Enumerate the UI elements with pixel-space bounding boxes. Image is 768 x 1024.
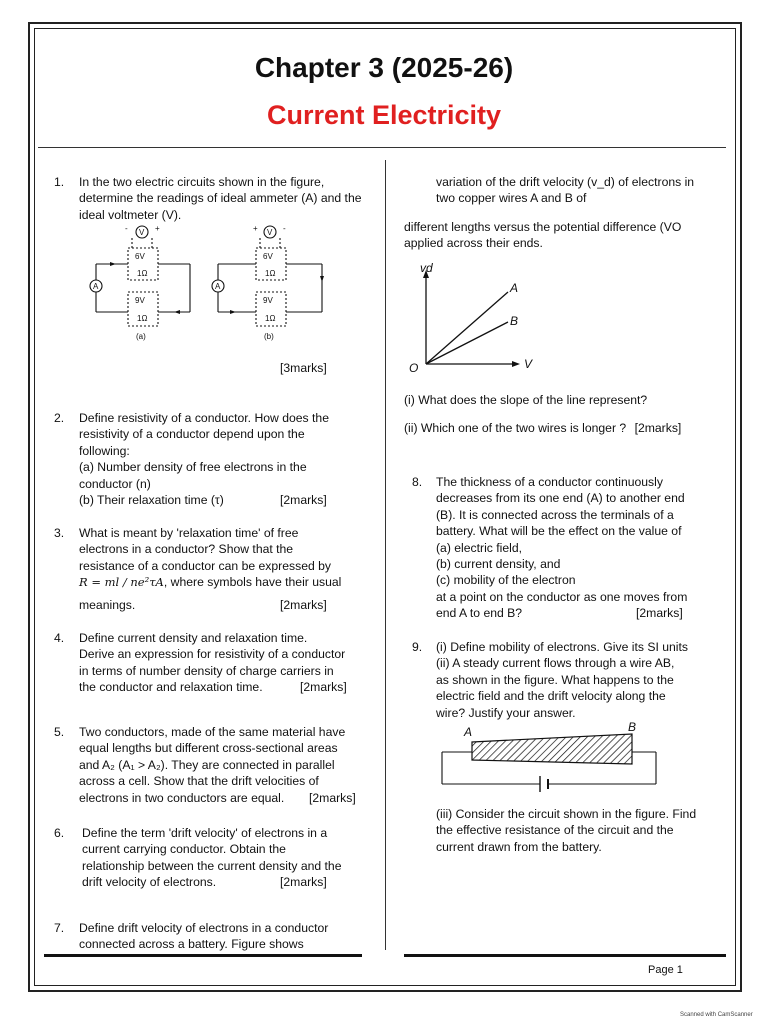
q9-number: 9. bbox=[412, 640, 423, 654]
page-subtitle: Current Electricity bbox=[266, 100, 502, 130]
q7-subquestion-1: (i) What does the slope of the line represent? bbox=[404, 393, 648, 407]
q1-cell2-b: 9V bbox=[263, 296, 273, 305]
q5-line: Two conductors, made of the same material have bbox=[79, 725, 346, 739]
q2-line: (b) Their relaxation time (τ) bbox=[79, 493, 224, 508]
q4-marks: [2marks] bbox=[300, 680, 347, 695]
q2-line: Define resistivity of a conductor. How does the bbox=[79, 411, 329, 425]
q5-text bbox=[79, 724, 379, 806]
q3-marks: [2marks] bbox=[280, 598, 327, 613]
column-divider bbox=[385, 160, 386, 950]
q7-line: applied across their ends. bbox=[404, 236, 543, 251]
q3-formula: R = ml / ne²τA bbox=[79, 575, 164, 590]
q3-line: meanings. bbox=[79, 598, 136, 613]
q1-cell1-b: 6V bbox=[263, 252, 273, 261]
q1-plus-b: + bbox=[253, 224, 258, 233]
q9-line: as shown in the figure. What happens to the bbox=[436, 672, 674, 687]
q9-line: (i) Define mobility of electrons. Give its SI units bbox=[436, 640, 688, 654]
right-bottom-rule bbox=[404, 954, 726, 957]
q8-line: end A to end B? bbox=[436, 606, 523, 621]
q5-line: equal lengths but different cross-sectional areas bbox=[79, 741, 338, 756]
q8-line: The thickness of a conductor continuously bbox=[436, 475, 663, 489]
q4-line: Define current density and relaxation time. bbox=[79, 631, 308, 645]
scanner-watermark: Scanned with CamScanner bbox=[680, 1012, 753, 1018]
q1-cell1-a: 6V bbox=[135, 252, 145, 261]
q1-caption-a: (a) bbox=[136, 332, 146, 341]
q7-continued-text bbox=[436, 174, 726, 207]
q3-line: electrons in a conductor? Show that the bbox=[79, 542, 294, 557]
q5-line: and A₂ (A₁ > A₂). They are connected in parallel bbox=[79, 757, 335, 772]
q2-line: following: bbox=[79, 443, 130, 458]
q9-line: the effective resistance of the circuit and the bbox=[436, 823, 674, 838]
q8-line: (c) mobility of the electron bbox=[436, 573, 576, 588]
q9-line: (iii) Consider the circuit shown in the figure. Find bbox=[436, 807, 697, 821]
q4-line: Derive an expression for resistivity of a conductor bbox=[79, 647, 346, 662]
q6-line: Define the term 'drift velocity' of electrons in a bbox=[82, 826, 328, 840]
q7-graph-line-b: B bbox=[510, 314, 519, 328]
q9-line: (ii) A steady current flows through a wire AB, bbox=[436, 656, 675, 671]
q1-minus-b: - bbox=[283, 224, 286, 233]
q6-line: current carrying conductor. Obtain the bbox=[82, 842, 286, 857]
q1-text: In the two electric circuits shown in the figure, determine the readings of ideal ammeter (A) and the ideal voltmeter (V). bbox=[79, 175, 362, 222]
q7-line: two copper wires A and B of bbox=[436, 191, 587, 206]
q2-marks: [2marks] bbox=[280, 493, 327, 508]
q8-line: (b) current density, and bbox=[436, 557, 561, 572]
q7-line: (ii) Which one of the two wires is longer ? bbox=[404, 421, 627, 435]
q5-line: across a cell. Show that the drift velocities of bbox=[79, 774, 319, 789]
q8-line: (B). It is connected across the terminals of a bbox=[436, 507, 674, 522]
q9-end-b-label: B bbox=[628, 720, 637, 734]
q4-number: 4. bbox=[54, 631, 65, 645]
q8-text bbox=[436, 474, 726, 622]
q9-line: current drawn from the battery. bbox=[436, 839, 602, 854]
q1-ammeter-a-label: A bbox=[93, 282, 99, 291]
left-bottom-rule bbox=[44, 954, 362, 957]
q4-text bbox=[79, 630, 379, 696]
q8-marks: [2marks] bbox=[636, 606, 683, 621]
q6-marks: [2marks] bbox=[280, 875, 327, 890]
page-number: Page 1 bbox=[648, 964, 683, 976]
q7-line: different lengths versus the potential difference (VO bbox=[404, 220, 682, 234]
q8-line: at a point on the conductor as one moves from bbox=[436, 589, 688, 604]
q9-text-continued bbox=[436, 806, 726, 855]
q5-marks: [2marks] bbox=[309, 790, 356, 805]
q9-line: electric field and the drift velocity along the bbox=[436, 689, 666, 704]
q4-line: in terms of number density of charge carriers in bbox=[79, 663, 334, 678]
q1-cell2-a: 9V bbox=[135, 296, 145, 305]
q7-number: 7. bbox=[54, 921, 65, 935]
q9-end-a-label: A bbox=[464, 725, 473, 739]
q9-text bbox=[436, 639, 726, 721]
q1-minus-a: - bbox=[125, 224, 128, 233]
q7-subquestion-2 bbox=[404, 420, 724, 436]
q3-text bbox=[79, 525, 379, 614]
q1-r1-a: 1Ω bbox=[137, 269, 148, 278]
q7-line: variation of the drift velocity (v_d) of electrons in bbox=[436, 175, 695, 189]
q6-number: 6. bbox=[54, 826, 65, 840]
q8-number: 8. bbox=[412, 475, 423, 489]
q9-line: wire? Justify your answer. bbox=[436, 705, 576, 720]
q1-voltmeter-a-label: V bbox=[139, 228, 145, 237]
q8-line: decreases from its one end (A) to another end bbox=[436, 491, 685, 506]
q1-r1-b: 1Ω bbox=[265, 269, 276, 278]
q1-voltmeter-b-label: V bbox=[267, 228, 273, 237]
q8-line: battery. What will be the effect on the value of bbox=[436, 524, 682, 539]
q7-graph-origin: O bbox=[409, 361, 419, 375]
q4-line: the conductor and relaxation time. bbox=[79, 680, 263, 695]
q3-number: 3. bbox=[54, 526, 65, 540]
q8-line: (a) electric field, bbox=[436, 540, 523, 555]
q2-line: resistivity of a conductor depend upon the bbox=[79, 427, 305, 442]
q7-graph-line-a: A bbox=[510, 281, 519, 295]
q5-line: electrons in two conductors are equal. bbox=[79, 790, 285, 805]
q1-circuit-figure bbox=[80, 222, 340, 348]
page-title: Chapter 3 (2025-26) bbox=[254, 52, 514, 83]
q6-line: drift velocity of electrons. bbox=[82, 875, 217, 890]
q1-marks: [3marks] bbox=[280, 361, 327, 375]
q5-number: 5. bbox=[54, 725, 65, 739]
q7-marks: [2marks] bbox=[634, 421, 682, 435]
q2-line: conductor (n) bbox=[79, 476, 151, 491]
q3-line: , where symbols have their usual bbox=[163, 575, 342, 590]
q7-graph-x-label: V bbox=[524, 357, 533, 371]
q1-r2-a: 1Ω bbox=[137, 314, 148, 323]
q7-continued-text-2 bbox=[404, 219, 724, 252]
q2-number: 2. bbox=[54, 411, 65, 425]
q3-line: resistance of a conductor can be expressed by bbox=[79, 558, 332, 573]
q2-line: (a) Number density of free electrons in the bbox=[79, 460, 307, 475]
q9-tapered-wire-figure bbox=[436, 718, 676, 798]
q2-text bbox=[79, 410, 379, 508]
q1-caption-b: (b) bbox=[264, 332, 274, 341]
header-divider bbox=[38, 147, 726, 148]
q9-wire bbox=[472, 734, 632, 764]
q1-r2-b: 1Ω bbox=[265, 314, 276, 323]
q1-ammeter-b-label: A bbox=[215, 282, 221, 291]
q6-line: relationship between the current density and the bbox=[82, 858, 342, 873]
q1-plus-a: + bbox=[155, 224, 160, 233]
q6-text bbox=[82, 825, 382, 891]
q7-line: Define drift velocity of electrons in a conductor bbox=[79, 921, 329, 935]
q7-line: connected across a battery. Figure shows bbox=[79, 937, 304, 952]
q7-graph-y-label: vd bbox=[420, 262, 433, 275]
q7-drift-velocity-graph bbox=[406, 262, 546, 377]
q7-text bbox=[79, 920, 379, 953]
q1-number: 1. bbox=[54, 175, 65, 189]
q3-line: What is meant by 'relaxation time' of free bbox=[79, 526, 299, 540]
